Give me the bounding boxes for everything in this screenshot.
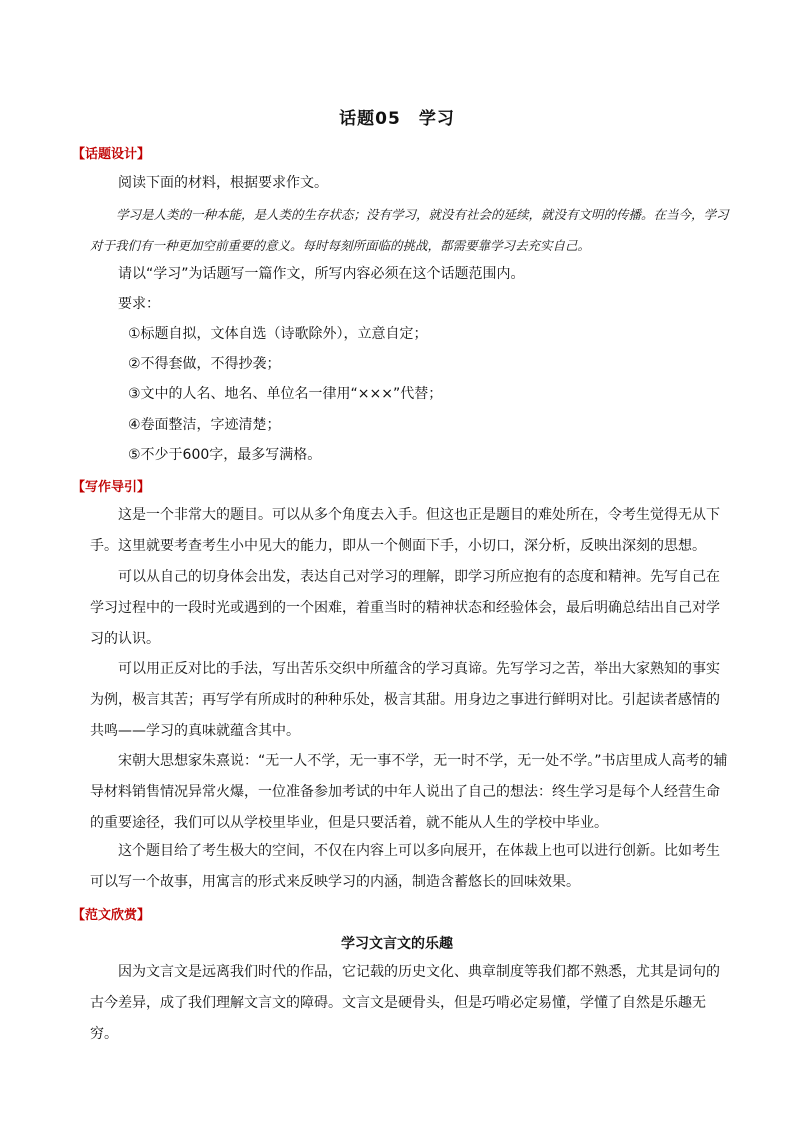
requirement-item: ⑤不少于600字，最多写满格。 xyxy=(128,447,322,463)
material-text: 学习是人类的一种本能，是人类的生存状态；没有学习，就没有社会的延续，就没有文明的传播。在当今，学习对于我们有一种更加空前重要的意义。每时每刻所面临的挑战，都需要靠学习去充实自己。 xyxy=(90,207,729,253)
guide-paragraph: 这个题目给了考生极大的空间，不仅在内容上可以多向展开，在体裁上也可以进行创新。比如考生可以写一个故事，用寓言的形式来反映学习的内涵，制造含蓄悠长的回味效果。 xyxy=(90,843,720,890)
essay-paragraph: 因为文言文是远离我们时代的作品，它记载的历史文化、典章制度等我们都不熟悉，尤其是词句的古今差异，成了我们理解文言文的障碍。文言文是硬骨头，但是巧啃必定易懂，学懂了自然是乐趣无穷。 xyxy=(90,964,720,1042)
essay-title: 学习文言文的乐趣 xyxy=(341,936,453,952)
page-title: 话题05 学习 xyxy=(339,109,455,129)
guide-paragraph: 这是一个非常大的题目。可以从多个角度去入手。但这也正是题目的难处所在，令考生觉得无从下手。这里就要考查考生小中见大的能力，即从一个侧面下手，小切口，深分析，反映出深刻的思想。 xyxy=(90,507,720,554)
requirement-item: ②不得套做，不得抄袭； xyxy=(128,356,281,372)
guide-paragraph: 可以从自己的切身体会出发，表达自己对学习的理解，即学习所应抱有的态度和精神。先写自己在学习过程中的一段时光或遇到的一个困难，着重当时的精神状态和经验体会，最后明确总结出自己对学习的认识。 xyxy=(90,569,720,647)
requirement-item: ①标题自拟，文体自选（诗歌除外），立意自定； xyxy=(128,326,428,342)
requirements-label: 要求： xyxy=(118,296,160,312)
guide-paragraph: 可以用正反对比的手法，写出苦乐交织中所蕴含的学习真谛。先写学习之苦，举出大家熟知的事实为例，极言其苦；再写学有所成时的种种乐处，极言其甜。用身边之事进行鲜明对比。引起读者感情的共鸣——学习的真味就蕴含其中。 xyxy=(90,661,720,739)
guide-paragraph: 宋朝大思想家朱熹说：“无一人不学，无一事不学，无一时不学，无一处不学。”书店里成人高考的辅导材料销售情况异常火爆，一位准备参加考试的中年人说出了自己的想法：终生学习是每个人经营生命的重要途径，我们可以从学校里毕业，但是只要活着，就不能从人生的学校中毕业。 xyxy=(90,753,728,831)
intro-text: 阅读下面的材料，根据要求作文。 xyxy=(118,175,328,191)
requirement-item: ④卷面整洁，字迹清楚； xyxy=(128,417,281,433)
section-heading-design: 【话题设计】 xyxy=(72,147,151,162)
requirement-item: ③文中的人名、地名、单位名一律用“×××”代替； xyxy=(128,386,443,402)
section-heading-sample: 【范文欣赏】 xyxy=(72,908,151,923)
task-text: 请以“学习”为话题写一篇作文，所写内容必须在这个话题范围内。 xyxy=(118,266,525,282)
section-heading-guide: 【写作导引】 xyxy=(72,480,151,495)
